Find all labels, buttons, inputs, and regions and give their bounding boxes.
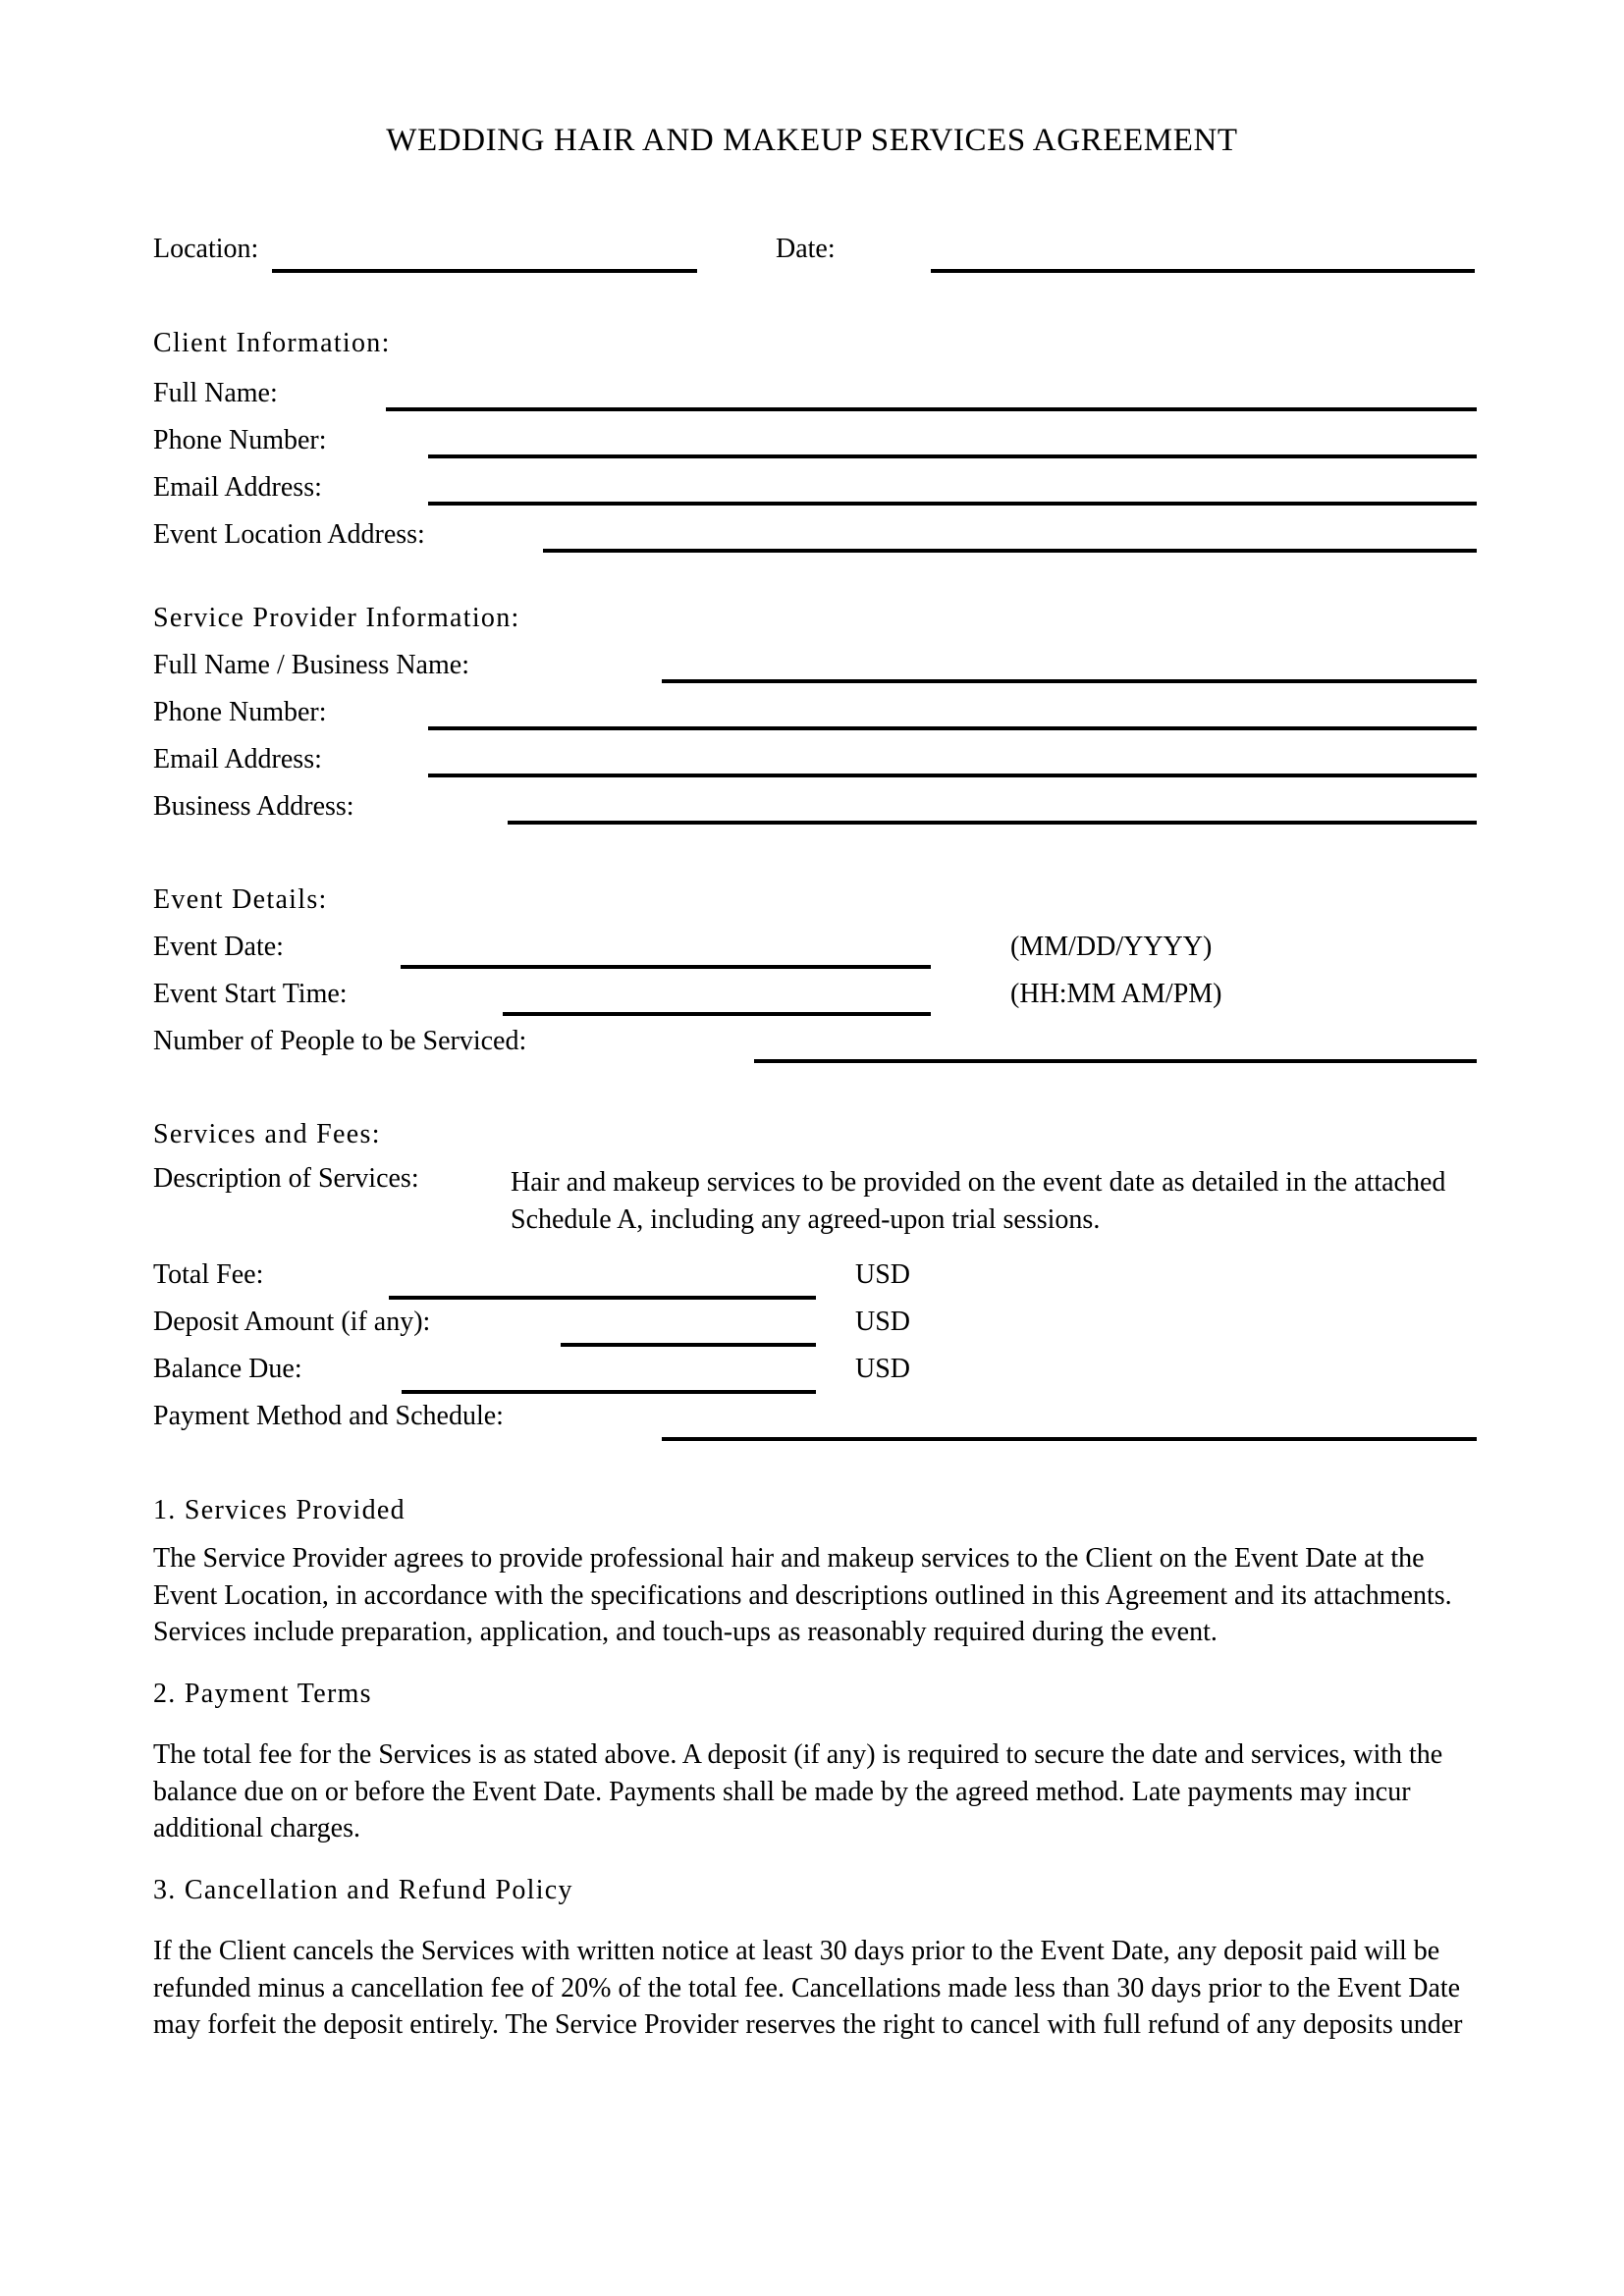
- description-of-services-label: Description of Services:: [153, 1163, 419, 1194]
- section-3-body: If the Client cancels the Services with written notice at least 30 days prior to the Event Date, any deposit paid will be refunded minus a cancellation fee of 20% of the total fee. Cancellations made less than 30 days prior to the Event Date may forfeit the deposit entirely. The Service Provider reserves the right to cancel with full refund of any deposits under: [153, 1936, 1463, 2040]
- client-phone-label: Phone Number:: [153, 425, 327, 455]
- provider-phone-field-line[interactable]: [428, 726, 1477, 730]
- deposit-amount-field-line[interactable]: [561, 1343, 816, 1347]
- date-label: Date:: [776, 234, 836, 264]
- client-email-label: Email Address:: [153, 472, 322, 503]
- event-date-label: Event Date:: [153, 932, 284, 962]
- date-field-line[interactable]: [931, 269, 1475, 273]
- provider-phone-label: Phone Number:: [153, 697, 327, 727]
- deposit-amount-currency: USD: [855, 1307, 911, 1337]
- payment-method-label: Payment Method and Schedule:: [153, 1401, 504, 1431]
- client-information-heading: Client Information:: [153, 328, 391, 358]
- provider-full-business-name-field-line[interactable]: [662, 679, 1477, 683]
- event-location-address-field-line[interactable]: [543, 549, 1477, 553]
- total-fee-currency: USD: [855, 1259, 911, 1290]
- provider-full-business-name-label: Full Name / Business Name:: [153, 650, 469, 680]
- event-location-address-label: Event Location Address:: [153, 519, 425, 550]
- services-and-fees-heading: Services and Fees:: [153, 1119, 381, 1149]
- provider-email-field-line[interactable]: [428, 774, 1477, 777]
- section-2-heading: 2. Payment Terms: [153, 1679, 372, 1709]
- document-title: WEDDING HAIR AND MAKEUP SERVICES AGREEMENT: [386, 123, 1238, 158]
- number-of-people-label: Number of People to be Serviced:: [153, 1026, 527, 1056]
- total-fee-label: Total Fee:: [153, 1259, 264, 1290]
- description-of-services-text: Hair and makeup services to be provided on the event date as detailed in the attached Schedule A, including any agreed-upon trial sessions.: [511, 1167, 1446, 1235]
- event-start-time-format-hint: (HH:MM AM/PM): [1010, 979, 1222, 1009]
- balance-due-field-line[interactable]: [402, 1390, 816, 1394]
- client-email-field-line[interactable]: [428, 502, 1477, 506]
- total-fee-field-line[interactable]: [389, 1296, 816, 1300]
- provider-email-label: Email Address:: [153, 744, 322, 774]
- section-1-heading: 1. Services Provided: [153, 1495, 406, 1525]
- provider-business-address-field-line[interactable]: [508, 821, 1477, 825]
- location-label: Location:: [153, 234, 259, 264]
- provider-business-address-label: Business Address:: [153, 791, 354, 822]
- event-start-time-label: Event Start Time:: [153, 979, 348, 1009]
- section-1-body: The Service Provider agrees to provide professional hair and makeup services to the Client on the Event Date at the Event Location, in accordance with the specifications and descriptions outlined in this Agreement and its attachments. Services include preparation, application, and touch-ups as reasonably required during the event.: [153, 1543, 1452, 1647]
- number-of-people-field-line[interactable]: [754, 1059, 1477, 1063]
- event-date-field-line[interactable]: [401, 965, 931, 969]
- service-provider-information-heading: Service Provider Information:: [153, 603, 520, 633]
- event-details-heading: Event Details:: [153, 884, 328, 915]
- event-date-format-hint: (MM/DD/YYYY): [1010, 932, 1213, 962]
- section-3-heading: 3. Cancellation and Refund Policy: [153, 1875, 573, 1905]
- location-field-line[interactable]: [272, 269, 697, 273]
- client-phone-field-line[interactable]: [428, 454, 1477, 458]
- event-start-time-field-line[interactable]: [503, 1012, 931, 1016]
- balance-due-currency: USD: [855, 1354, 911, 1384]
- payment-method-field-line[interactable]: [662, 1437, 1477, 1441]
- section-2-body: The total fee for the Services is as stated above. A deposit (if any) is required to secure the date and services, with the balance due on or before the Event Date. Payments shall be made by the agreed method. Late payments may incur additional charges.: [153, 1739, 1443, 1843]
- client-full-name-label: Full Name:: [153, 378, 278, 408]
- deposit-amount-label: Deposit Amount (if any):: [153, 1307, 431, 1337]
- balance-due-label: Balance Due:: [153, 1354, 302, 1384]
- client-full-name-field-line[interactable]: [386, 407, 1477, 411]
